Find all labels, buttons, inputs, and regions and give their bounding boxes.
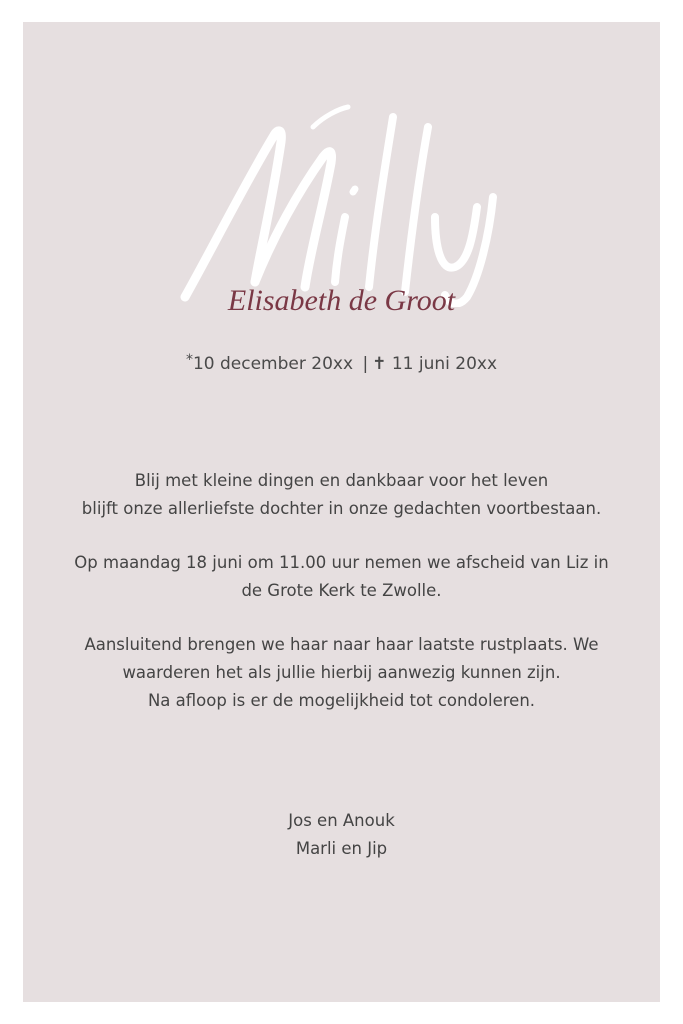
text-line: Blij met kleine dingen en dankbaar voor het leven bbox=[134, 471, 549, 490]
text-line: waarderen het als jullie hierbij aanwezig kunnen zijn. bbox=[122, 663, 561, 682]
signer-line: Marli en Jip bbox=[295, 839, 388, 858]
paragraph-burial bbox=[43, 631, 640, 715]
signer-line: Jos en Anouk bbox=[288, 811, 395, 830]
announcement-text bbox=[43, 467, 640, 741]
paragraph-farewell bbox=[43, 549, 640, 605]
milly-handwritten-logo bbox=[173, 97, 513, 307]
birth-symbol: * bbox=[185, 352, 193, 368]
paragraph-poem bbox=[43, 467, 640, 523]
text-line: Aansluitend brengen we haar naar haar laatste rustplaats. We bbox=[84, 635, 599, 654]
text-line: blijft onze allerliefste dochter in onze gedachten voortbestaan. bbox=[81, 499, 602, 518]
text-line: Na afloop is er de mogelijkheid tot condoleren. bbox=[147, 691, 536, 710]
life-dates bbox=[23, 352, 660, 374]
text-line: de Grote Kerk te Zwolle. bbox=[241, 581, 442, 600]
birth-date: 10 december 20xx bbox=[192, 354, 354, 374]
card bbox=[23, 22, 660, 1002]
cross-icon: ✝ bbox=[372, 354, 387, 374]
date-separator: | bbox=[362, 354, 369, 374]
full-name: Elisabeth de Groot bbox=[227, 284, 456, 317]
signers bbox=[23, 807, 660, 863]
death-date: 11 juni 20xx bbox=[391, 354, 498, 374]
text-line: Op maandag 18 juni om 11.00 uur nemen we afscheid van Liz in bbox=[74, 553, 609, 572]
